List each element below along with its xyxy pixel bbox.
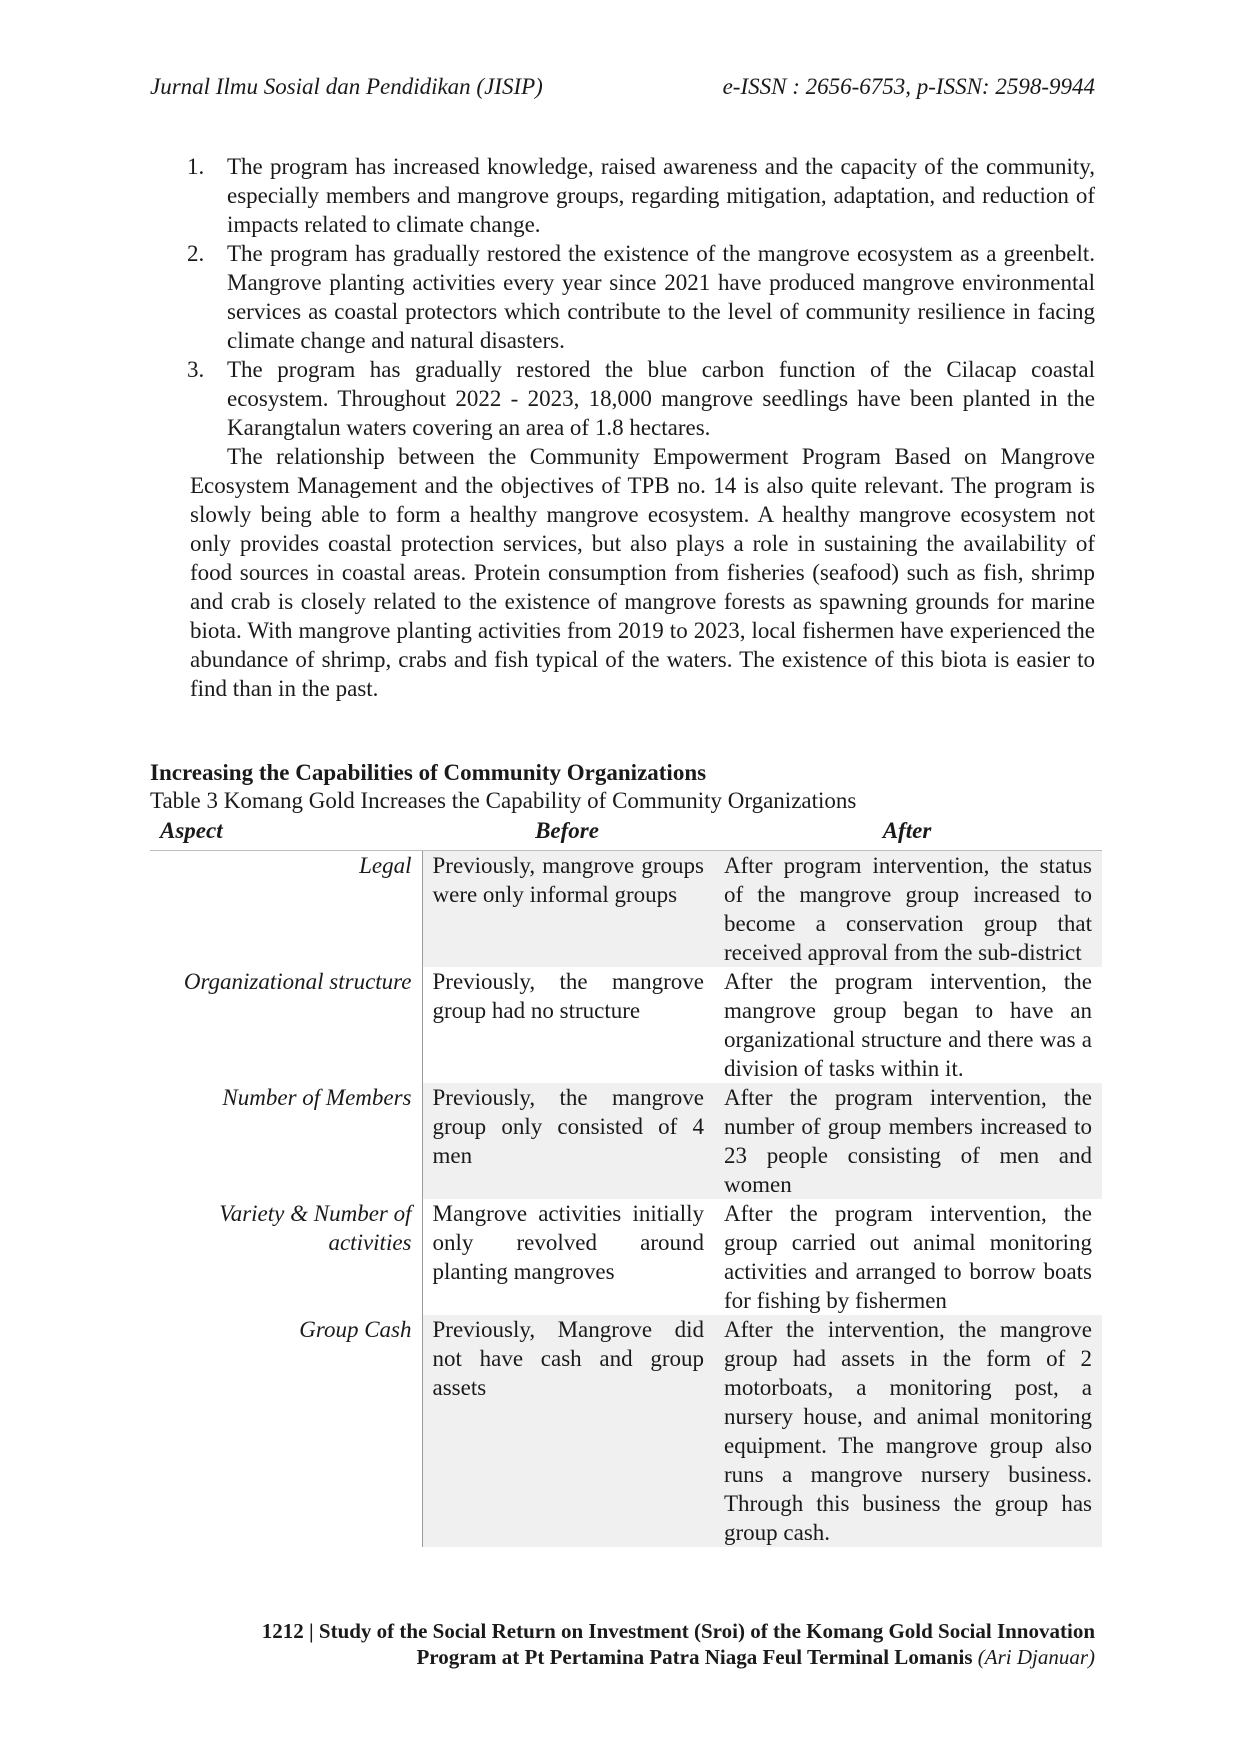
header-aspect: Aspect: [150, 816, 422, 851]
header-before: Before: [422, 816, 712, 851]
list-item: [150, 355, 1095, 442]
cell-aspect: Organizational structure: [150, 967, 422, 1083]
cell-after: After the program intervention, the group carried out animal monitoring activities and arranged to borrow boats for fishing by fishermen: [724, 1201, 1092, 1313]
cell-after: After the program intervention, the mangrove group began to have an organizational structure and there was a division of tasks within it.: [724, 969, 1092, 1081]
list-item: [150, 152, 1095, 239]
table-header-row: [150, 816, 1102, 851]
body-text: [150, 152, 1095, 703]
section-heading: Increasing the Capabilities of Community Organizations: [150, 760, 707, 785]
list-item-text: The program has increased knowledge, raised awareness and the capacity of the community, especially members and mangrove groups, regarding mitigation, adaptation, and reduction of impacts related to climate change.: [227, 154, 1095, 237]
cell-after: After program intervention, the status of the mangrove group increased to become a conservation group that received approval from the sub-district: [712, 851, 1102, 968]
table-row: [150, 967, 1102, 1083]
cell-before: Mangrove activities initially only revolved around planting mangroves: [432, 1201, 704, 1284]
findings-list: [150, 152, 1095, 442]
issn-info: e-ISSN : 2656-6753, p-ISSN: 2598-9944: [722, 74, 1095, 99]
journal-name: Jurnal Ilmu Sosial dan Pendidikan (JISIP): [150, 74, 543, 99]
body-paragraph: The relationship between the Community Empowerment Program Based on Mangrove Ecosystem Management and the objectives of TPB no. 14 is also quite relevant. The program is slowly being able to form a healthy mangrove ecosystem. A healthy mangrove ecosystem not only provides coastal protection services, but also plays a role in sustaining the availability of food sources in coastal areas. Protein consumption from fisheries (seafood) such as fish, shrimp and crab is closely related to the existence of mangrove forests as spawning grounds for marine biota. With mangrove planting activities from 2019 to 2023, local fishermen have experienced the abundance of shrimp, crabs and fish typical of the waters. The existence of this biota is easier to find than in the past.: [190, 444, 1095, 701]
page-number: 1212: [261, 1619, 304, 1643]
table-row: [150, 851, 1102, 968]
header-after: After: [712, 816, 1102, 851]
capability-table: [150, 816, 1102, 1547]
list-number: 3.: [187, 357, 205, 382]
article-title-part-2: Program at Pt Pertamina Patra Niaga Feul Terminal Lomanis: [416, 1645, 973, 1669]
footer-separator: |: [309, 1619, 314, 1643]
list-number: 1.: [187, 154, 205, 179]
cell-after: After the intervention, the mangrove group had assets in the form of 2 motorboats, a monitoring post, a nursery house, and animal monitoring equipment. The mangrove group also runs a mangrove nursery business. Through this business the group has group cash.: [712, 1315, 1102, 1547]
list-item: [150, 239, 1095, 355]
table-row: [150, 1083, 1102, 1199]
running-header: [150, 74, 1095, 100]
list-number: 2.: [187, 241, 205, 266]
footer-line-1: [150, 1618, 1095, 1644]
cell-aspect: Number of Members: [150, 1083, 422, 1199]
list-item-text: The program has gradually restored the blue carbon function of the Cilacap coastal ecosystem. Throughout 2022 - 2023, 18,000 mangrove seedlings have been planted in the Karangtalun waters covering an area of 1.8 hectares.: [227, 357, 1095, 440]
table-row: [150, 1315, 1102, 1547]
table-row: [150, 1199, 1102, 1315]
author-name: (Ari Djanuar): [977, 1645, 1095, 1669]
cell-after: After the program intervention, the number of group members increased to 23 people consisting of men and women: [712, 1083, 1102, 1199]
table-caption: Table 3 Komang Gold Increases the Capability of Community Organizations: [150, 788, 857, 813]
page-footer: [150, 1618, 1095, 1670]
cell-aspect: Legal: [150, 851, 422, 968]
cell-aspect: Group Cash: [150, 1315, 422, 1547]
article-title-part-1: Study of the Social Return on Investment (Sroi) of the Komang Gold Social Innovation: [318, 1619, 1095, 1643]
cell-before: Previously, the mangrove group had no structure: [432, 969, 704, 1023]
list-item-text: The program has gradually restored the existence of the mangrove ecosystem as a greenbelt. Mangrove planting activities every year since 2021 have produced mangrove environmental services as coastal protectors which contribute to the level of community resilience in facing climate change and natural disasters.: [227, 241, 1095, 353]
footer-line-2: [150, 1644, 1095, 1670]
cell-before: Previously, Mangrove did not have cash and group assets: [422, 1315, 712, 1547]
cell-aspect: Variety & Number of activities: [150, 1199, 422, 1315]
cell-before: Previously, mangrove groups were only informal groups: [422, 851, 712, 968]
cell-before: Previously, the mangrove group only consisted of 4 men: [422, 1083, 712, 1199]
